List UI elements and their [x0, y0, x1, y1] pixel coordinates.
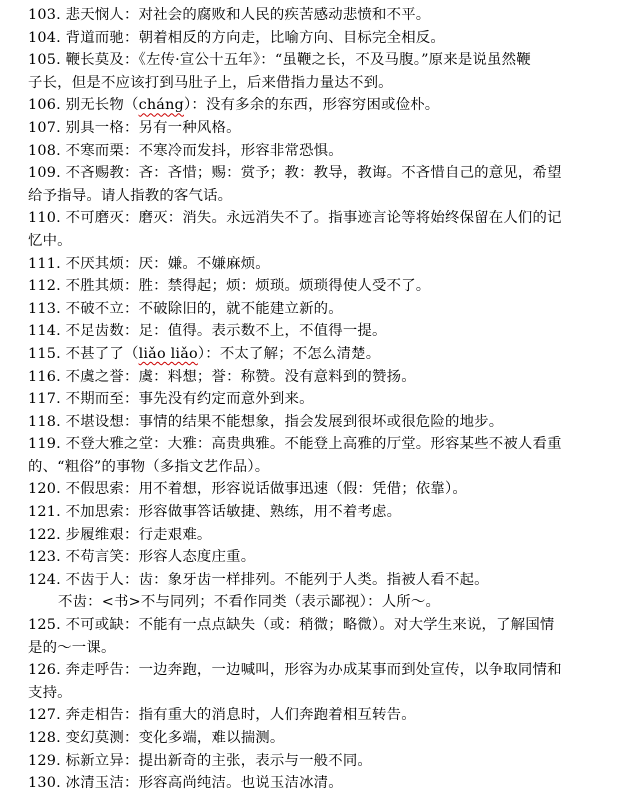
text-line — [28, 343, 628, 366]
text-line: 是的～一课。 — [28, 639, 116, 656]
text-line: 118. 不堪设想：事情的结果不能想象，指会发展到很坏或很危险的地步。 — [28, 413, 504, 430]
text-line: 给予指导。请人指教的客气话。 — [28, 187, 233, 204]
text-line: 120. 不假思索：用不着想，形容说话做事迅速（假：凭借；依靠）。 — [28, 481, 467, 498]
text-line — [28, 94, 628, 117]
text-line: 支持。 — [28, 684, 72, 701]
text-line: 113. 不破不立：不破除旧的，就不能建立新的。 — [28, 300, 343, 317]
text-line: 130. 冰清玉洁：形容高尚纯洁。也说玉洁冰清。 — [28, 775, 343, 792]
line-tail: ）：不太了解；不怎么清楚。 — [197, 345, 381, 362]
text-line: 127. 奔走相告：指有重大的消息时，人们奔跑着相互转告。 — [28, 707, 416, 724]
text-line: 121. 不加思索：形容做事答话敏捷、熟练，用不着考虑。 — [28, 504, 402, 521]
pinyin-annotation: liǎo liǎo — [138, 345, 198, 362]
text-line: 128. 变幻莫测：变化多端，难以揣测。 — [28, 730, 285, 746]
text-line: 124. 不齿于人：齿：象牙齿一样排列。不能列于人类。指被人看不起。 — [28, 571, 489, 588]
text-line: 125. 不可或缺：不能有一点点缺失（或：稍微；略微）。对大学生来说，了解国情 — [28, 617, 555, 634]
line-head: 115. 不甚了了（ — [28, 345, 139, 362]
text-line: 的、“粗俗”的事物（多指文艺作品）。 — [28, 458, 270, 475]
text-line: 122. 步履维艰：行走艰难。 — [28, 526, 212, 543]
text-line: 子长，但是不应该打到马肚子上，后来借指力量达不到。 — [28, 74, 393, 91]
text-line: 104. 背道而驰：朝着相反的方向走，比喻方向、目标完全相反。 — [28, 29, 445, 46]
text-line: 116. 不虞之誉：虞：料想；誉：称赞。没有意料到的赞扬。 — [28, 368, 416, 385]
text-line: 不齿：<书>不与同列；不看作同类（表示鄙视）：人所～。 — [58, 594, 441, 611]
text-line: 123. 不苟言笑：形容人态度庄重。 — [28, 549, 256, 566]
text-line: 119. 不登大雅之堂：大雅：高贵典雅。不能登上高雅的厅堂。形容某些不被人看重 — [28, 436, 562, 453]
text-line: 126. 奔走呼告：一边奔跑，一边喊叫，形容为办成某事而到处宣传，以争取同情和 — [28, 662, 562, 679]
pinyin-annotation: cháng — [138, 97, 184, 114]
text-line: 112. 不胜其烦：胜：禁得起；烦：烦琐。烦琐得使人受不了。 — [28, 278, 431, 295]
text-line: 117. 不期而至：事先没有约定而意外到来。 — [28, 391, 314, 408]
line-head: 106. 别无长物（ — [28, 97, 139, 114]
text-line: 107. 别具一格：另有一种风格。 — [28, 119, 241, 136]
text-line: 114. 不足齿数：足：值得。表示数不上，不值得一提。 — [28, 323, 387, 340]
text-line: 109. 不吝赐教：吝：吝惜；赐：赏予；教：教导，教诲。不吝惜自己的意见，希望 — [28, 165, 562, 182]
text-line: 忆中。 — [28, 232, 72, 249]
text-line: 129. 标新立异：提出新奇的主张，表示与一般不同。 — [28, 752, 373, 769]
text-line: 108. 不寒而栗：不寒冷而发抖，形容非常恐惧。 — [28, 142, 343, 159]
text-line: 111. 不厌其烦：厌：嫌。不嫌麻烦。 — [28, 255, 270, 272]
text-line: 103. 悲天悯人：对社会的腐败和人民的疾苦感动悲愤和不平。 — [28, 7, 431, 23]
text-line: 105. 鞭长莫及：《左传·宣公十五年》：“虽鞭之长，不及马腹。”原来是说虽然鞭 — [28, 52, 531, 69]
text-line: 110. 不可磨灭：磨灭：消失。永远消失不了。指事迹言论等将始终保留在人们的记 — [28, 210, 562, 227]
line-tail: ）：没有多余的东西，形容穷困或俭朴。 — [183, 97, 440, 114]
